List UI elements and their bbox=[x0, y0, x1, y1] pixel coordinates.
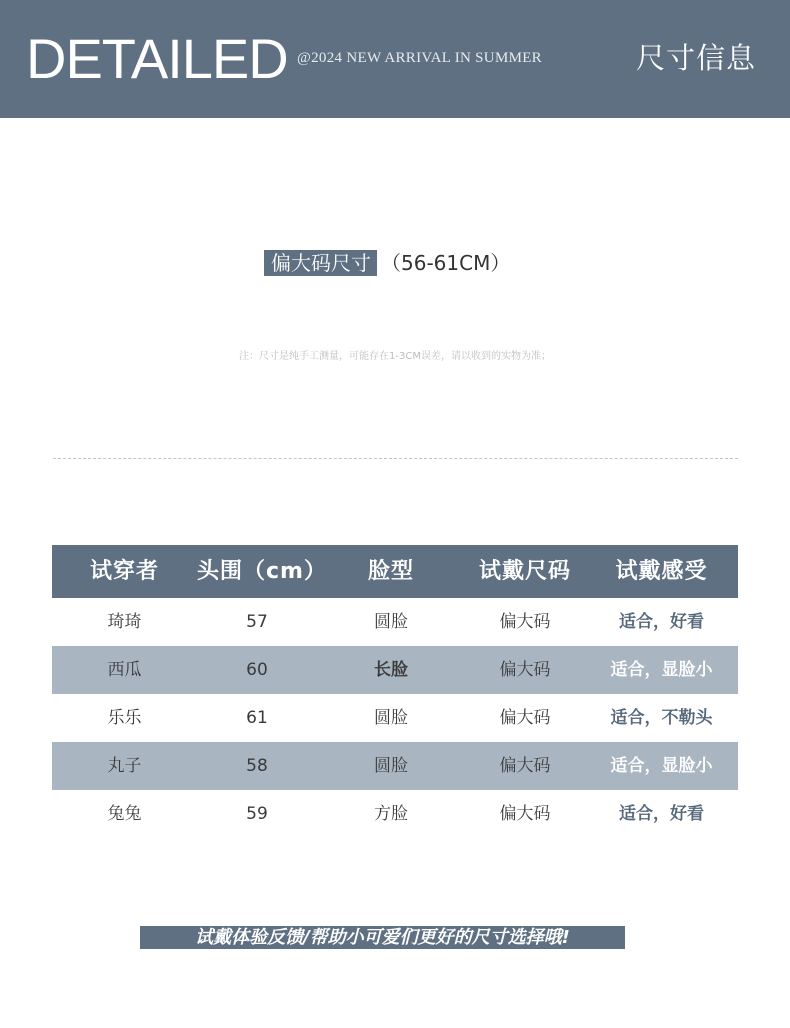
table-row bbox=[52, 646, 738, 694]
face-shape: 圆脸 bbox=[374, 756, 408, 776]
column-header-face-shape: 脸型 bbox=[367, 558, 414, 584]
head-circumference: 61 bbox=[246, 708, 268, 728]
tagline: @2024 NEW ARRIVAL IN SUMMER bbox=[297, 50, 542, 66]
trial-feeling: 适合，显脸小 bbox=[610, 660, 713, 680]
table-row bbox=[52, 694, 738, 742]
column-header-head-circumference: 头围（cm） bbox=[197, 558, 327, 584]
head-circumference: 57 bbox=[246, 612, 268, 632]
table-header-row bbox=[52, 545, 738, 598]
column-header-feeling: 试戴感受 bbox=[615, 558, 708, 584]
trial-size: 偏大码 bbox=[499, 660, 551, 680]
page-title: 尺寸信息 bbox=[635, 41, 756, 75]
column-header-tester: 试穿者 bbox=[89, 558, 159, 584]
size-label: 偏大码尺寸 bbox=[264, 250, 377, 276]
trial-size: 偏大码 bbox=[499, 612, 551, 632]
table-row bbox=[52, 742, 738, 790]
column-header-size: 试戴尺码 bbox=[478, 558, 571, 584]
tester-name: 丸子 bbox=[107, 756, 142, 776]
trial-feeling: 适合，好看 bbox=[619, 612, 704, 632]
brand-title: DETAILED bbox=[26, 27, 288, 90]
head-circumference: 60 bbox=[246, 660, 268, 680]
tester-name: 乐乐 bbox=[107, 708, 142, 728]
head-circumference: 59 bbox=[246, 804, 268, 824]
trial-size: 偏大码 bbox=[499, 804, 551, 824]
trial-size: 偏大码 bbox=[499, 756, 551, 776]
trial-feeling: 适合，好看 bbox=[619, 804, 704, 824]
face-shape: 长脸 bbox=[374, 660, 408, 680]
table-row bbox=[52, 598, 738, 646]
face-shape: 圆脸 bbox=[374, 708, 408, 728]
tester-name: 西瓜 bbox=[107, 660, 142, 680]
face-shape: 圆脸 bbox=[374, 612, 408, 632]
footer-banner: 试戴体验反馈/帮助小可爱们更好的尺寸选择哦! bbox=[140, 926, 625, 949]
header-banner bbox=[0, 0, 790, 118]
size-table bbox=[52, 545, 738, 838]
size-range: （56-61CM） bbox=[381, 251, 511, 275]
trial-size: 偏大码 bbox=[499, 708, 551, 728]
table-row bbox=[52, 790, 738, 838]
tester-name: 兔兔 bbox=[107, 804, 142, 824]
head-circumference: 58 bbox=[246, 756, 268, 776]
trial-feeling: 适合，显脸小 bbox=[610, 756, 713, 776]
dashed-divider bbox=[53, 458, 738, 459]
trial-feeling: 适合，不勒头 bbox=[610, 708, 713, 728]
face-shape: 方脸 bbox=[374, 804, 408, 824]
tester-name: 琦琦 bbox=[107, 612, 142, 632]
size-heading bbox=[264, 250, 510, 276]
measurement-note: 注：尺寸是纯手工测量，可能存在1-3CM误差，请以收到的实物为准； bbox=[239, 351, 551, 362]
